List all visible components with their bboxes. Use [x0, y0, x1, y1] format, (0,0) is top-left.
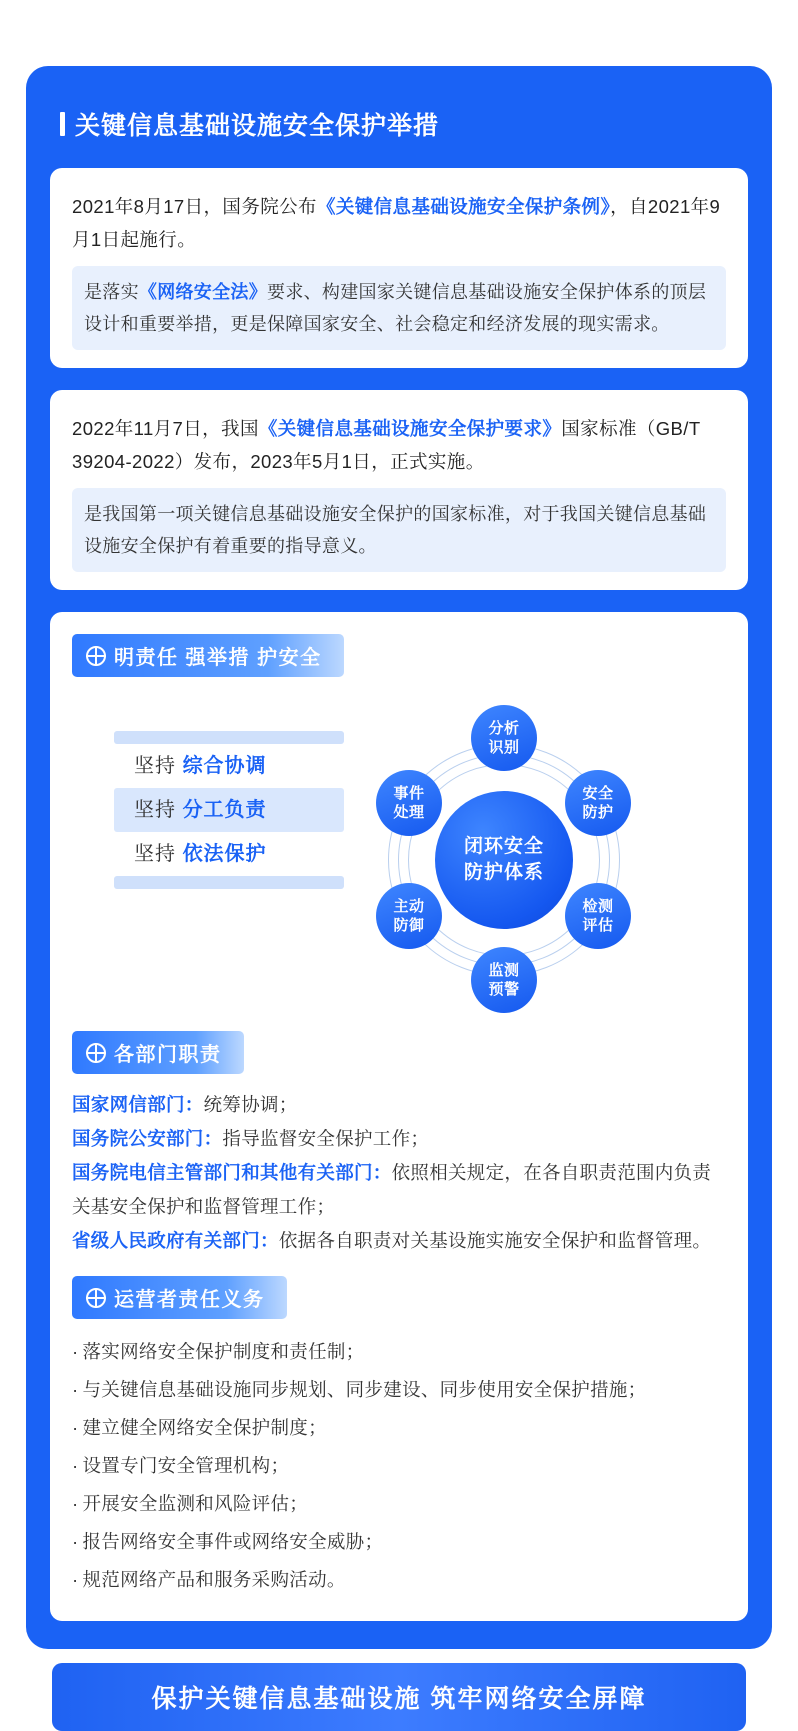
operator-duty-item: · 与关键信息基础设施同步规划、同步建设、同步使用安全保护措施； — [72, 1371, 726, 1409]
section-tag-responsibility — [72, 634, 344, 677]
department-1-name: 国家网信部门： — [72, 1094, 204, 1115]
section-tag-departments — [72, 1031, 244, 1074]
operator-duty-item: · 规范网络产品和服务采购活动。 — [72, 1561, 726, 1599]
node-3-line2: 评估 — [582, 917, 614, 934]
principles-cap-top — [114, 731, 344, 744]
principles-list — [114, 731, 344, 889]
section-tag-responsibility-label: 明责任 强举措 护安全 — [114, 647, 322, 669]
policy-paragraph-2 — [72, 412, 726, 478]
department-1-desc: 统筹协调； — [203, 1094, 298, 1115]
department-item — [72, 1156, 726, 1224]
department-item — [72, 1122, 726, 1156]
measures-card — [50, 612, 748, 1621]
principle-item-3 — [114, 832, 344, 876]
policy-note-2 — [72, 488, 726, 572]
title-accent-bar — [60, 112, 65, 136]
globe-icon — [86, 1043, 106, 1063]
diagram-node-analysis — [471, 705, 537, 771]
departments-list — [72, 1088, 726, 1258]
policy-1-post: ，自2021年9月1日起施行。 — [72, 196, 721, 250]
operator-duty-list — [72, 1333, 726, 1599]
principle-1-prefix: 坚持 — [134, 755, 183, 777]
diagram-node-incident — [376, 770, 442, 836]
diagram-center-line1: 闭环安全 — [463, 836, 544, 857]
diagram-node-warning — [471, 947, 537, 1013]
node-1-line2: 识别 — [488, 739, 520, 756]
node-5-line2: 防御 — [393, 917, 425, 934]
operator-duty-item: · 报告网络安全事件或网络安全威胁； — [72, 1523, 726, 1561]
principle-2-prefix: 坚持 — [134, 799, 183, 821]
closed-loop-diagram — [354, 695, 654, 1025]
section-tag-departments-label: 各部门职责 — [114, 1044, 222, 1066]
policy-1-pre: 2021年8月17日，国务院公布 — [72, 196, 317, 217]
note-1-post: 要求、构建国家关键信息基础设施安全保护体系的顶层设计和重要举措，更是保障国家安全、社会稳定和经济发展的现实需求。 — [84, 282, 707, 334]
principle-3-prefix: 坚持 — [134, 843, 183, 865]
policy-paragraph-1 — [72, 190, 726, 256]
section-tag-operator-label: 运营者责任义务 — [114, 1289, 265, 1311]
globe-icon — [86, 1288, 106, 1308]
diagram-center — [435, 791, 573, 929]
operator-duty-item: · 落实网络安全保护制度和责任制； — [72, 1333, 726, 1371]
main-frame — [26, 66, 772, 1649]
diagram-node-defense — [376, 883, 442, 949]
operator-duty-item: · 建立健全网络安全保护制度； — [72, 1409, 726, 1447]
node-2-line1: 安全 — [582, 785, 614, 802]
principle-1-keyword: 综合协调 — [182, 755, 267, 777]
department-2-name: 国务院公安部门： — [72, 1128, 223, 1149]
policy-card-1 — [50, 168, 748, 368]
responsibility-row — [72, 695, 726, 1025]
operator-duty-item: · 开展安全监测和风险评估； — [72, 1485, 726, 1523]
diagram-center-line2: 防护体系 — [463, 862, 544, 883]
note-1-highlight: 《网络安全法》 — [138, 282, 268, 302]
node-6-line2: 处理 — [393, 804, 425, 821]
department-item — [72, 1224, 726, 1258]
department-2-desc: 指导监督安全保护工作； — [222, 1128, 430, 1149]
note-2-post: 是我国第一项关键信息基础设施安全保护的国家标准，对于我国关键信息基础设施安全保护有着重要的指导意义。 — [84, 504, 707, 556]
policy-1-highlight: 《关键信息基础设施安全保护条例》 — [316, 196, 611, 217]
policy-2-post: 国家标准（GB/T 39204-2022）发布，2023年5月1日，正式实施。 — [72, 418, 701, 472]
policy-2-highlight: 《关键信息基础设施安全保护要求》 — [258, 418, 562, 439]
principle-item-2 — [114, 788, 344, 832]
policy-2-pre: 2022年11月7日，我国 — [72, 418, 259, 439]
operator-duty-item: · 设置专门安全管理机构； — [72, 1447, 726, 1485]
footer-banner: 保护关键信息基础设施 筑牢网络安全屏障 — [52, 1663, 746, 1731]
node-6-line1: 事件 — [393, 785, 425, 802]
node-2-line2: 防护 — [582, 804, 614, 821]
principle-2-keyword: 分工负责 — [182, 799, 267, 821]
principle-3-keyword: 依法保护 — [182, 843, 267, 865]
department-item — [72, 1088, 726, 1122]
node-5-line1: 主动 — [393, 898, 425, 915]
policy-card-2 — [50, 390, 748, 590]
globe-icon — [86, 646, 106, 666]
policy-note-1 — [72, 266, 726, 350]
page-title-text: 关键信息基础设施安全保护举措 — [75, 112, 440, 140]
page-title — [60, 106, 748, 142]
section-tag-operator — [72, 1276, 287, 1319]
department-3-name: 国务院电信主管部门和其他有关部门： — [72, 1162, 392, 1183]
department-4-desc: 依据各自职责对关基设施实施安全保护和监督管理。 — [278, 1230, 712, 1251]
node-4-line2: 预警 — [488, 981, 520, 998]
diagram-node-protection — [565, 770, 631, 836]
diagram-node-detection — [565, 883, 631, 949]
principles-cap-bottom — [114, 876, 344, 889]
department-4-name: 省级人民政府有关部门： — [72, 1230, 279, 1251]
department-3-desc: 依照相关规定，在各自职责范围内负责关基安全保护和监督管理工作； — [72, 1162, 712, 1217]
node-1-line1: 分析 — [488, 720, 520, 737]
node-3-line1: 检测 — [582, 898, 614, 915]
note-1-pre: 是落实 — [84, 282, 139, 302]
principle-item-1 — [114, 744, 344, 788]
node-4-line1: 监测 — [488, 962, 520, 979]
